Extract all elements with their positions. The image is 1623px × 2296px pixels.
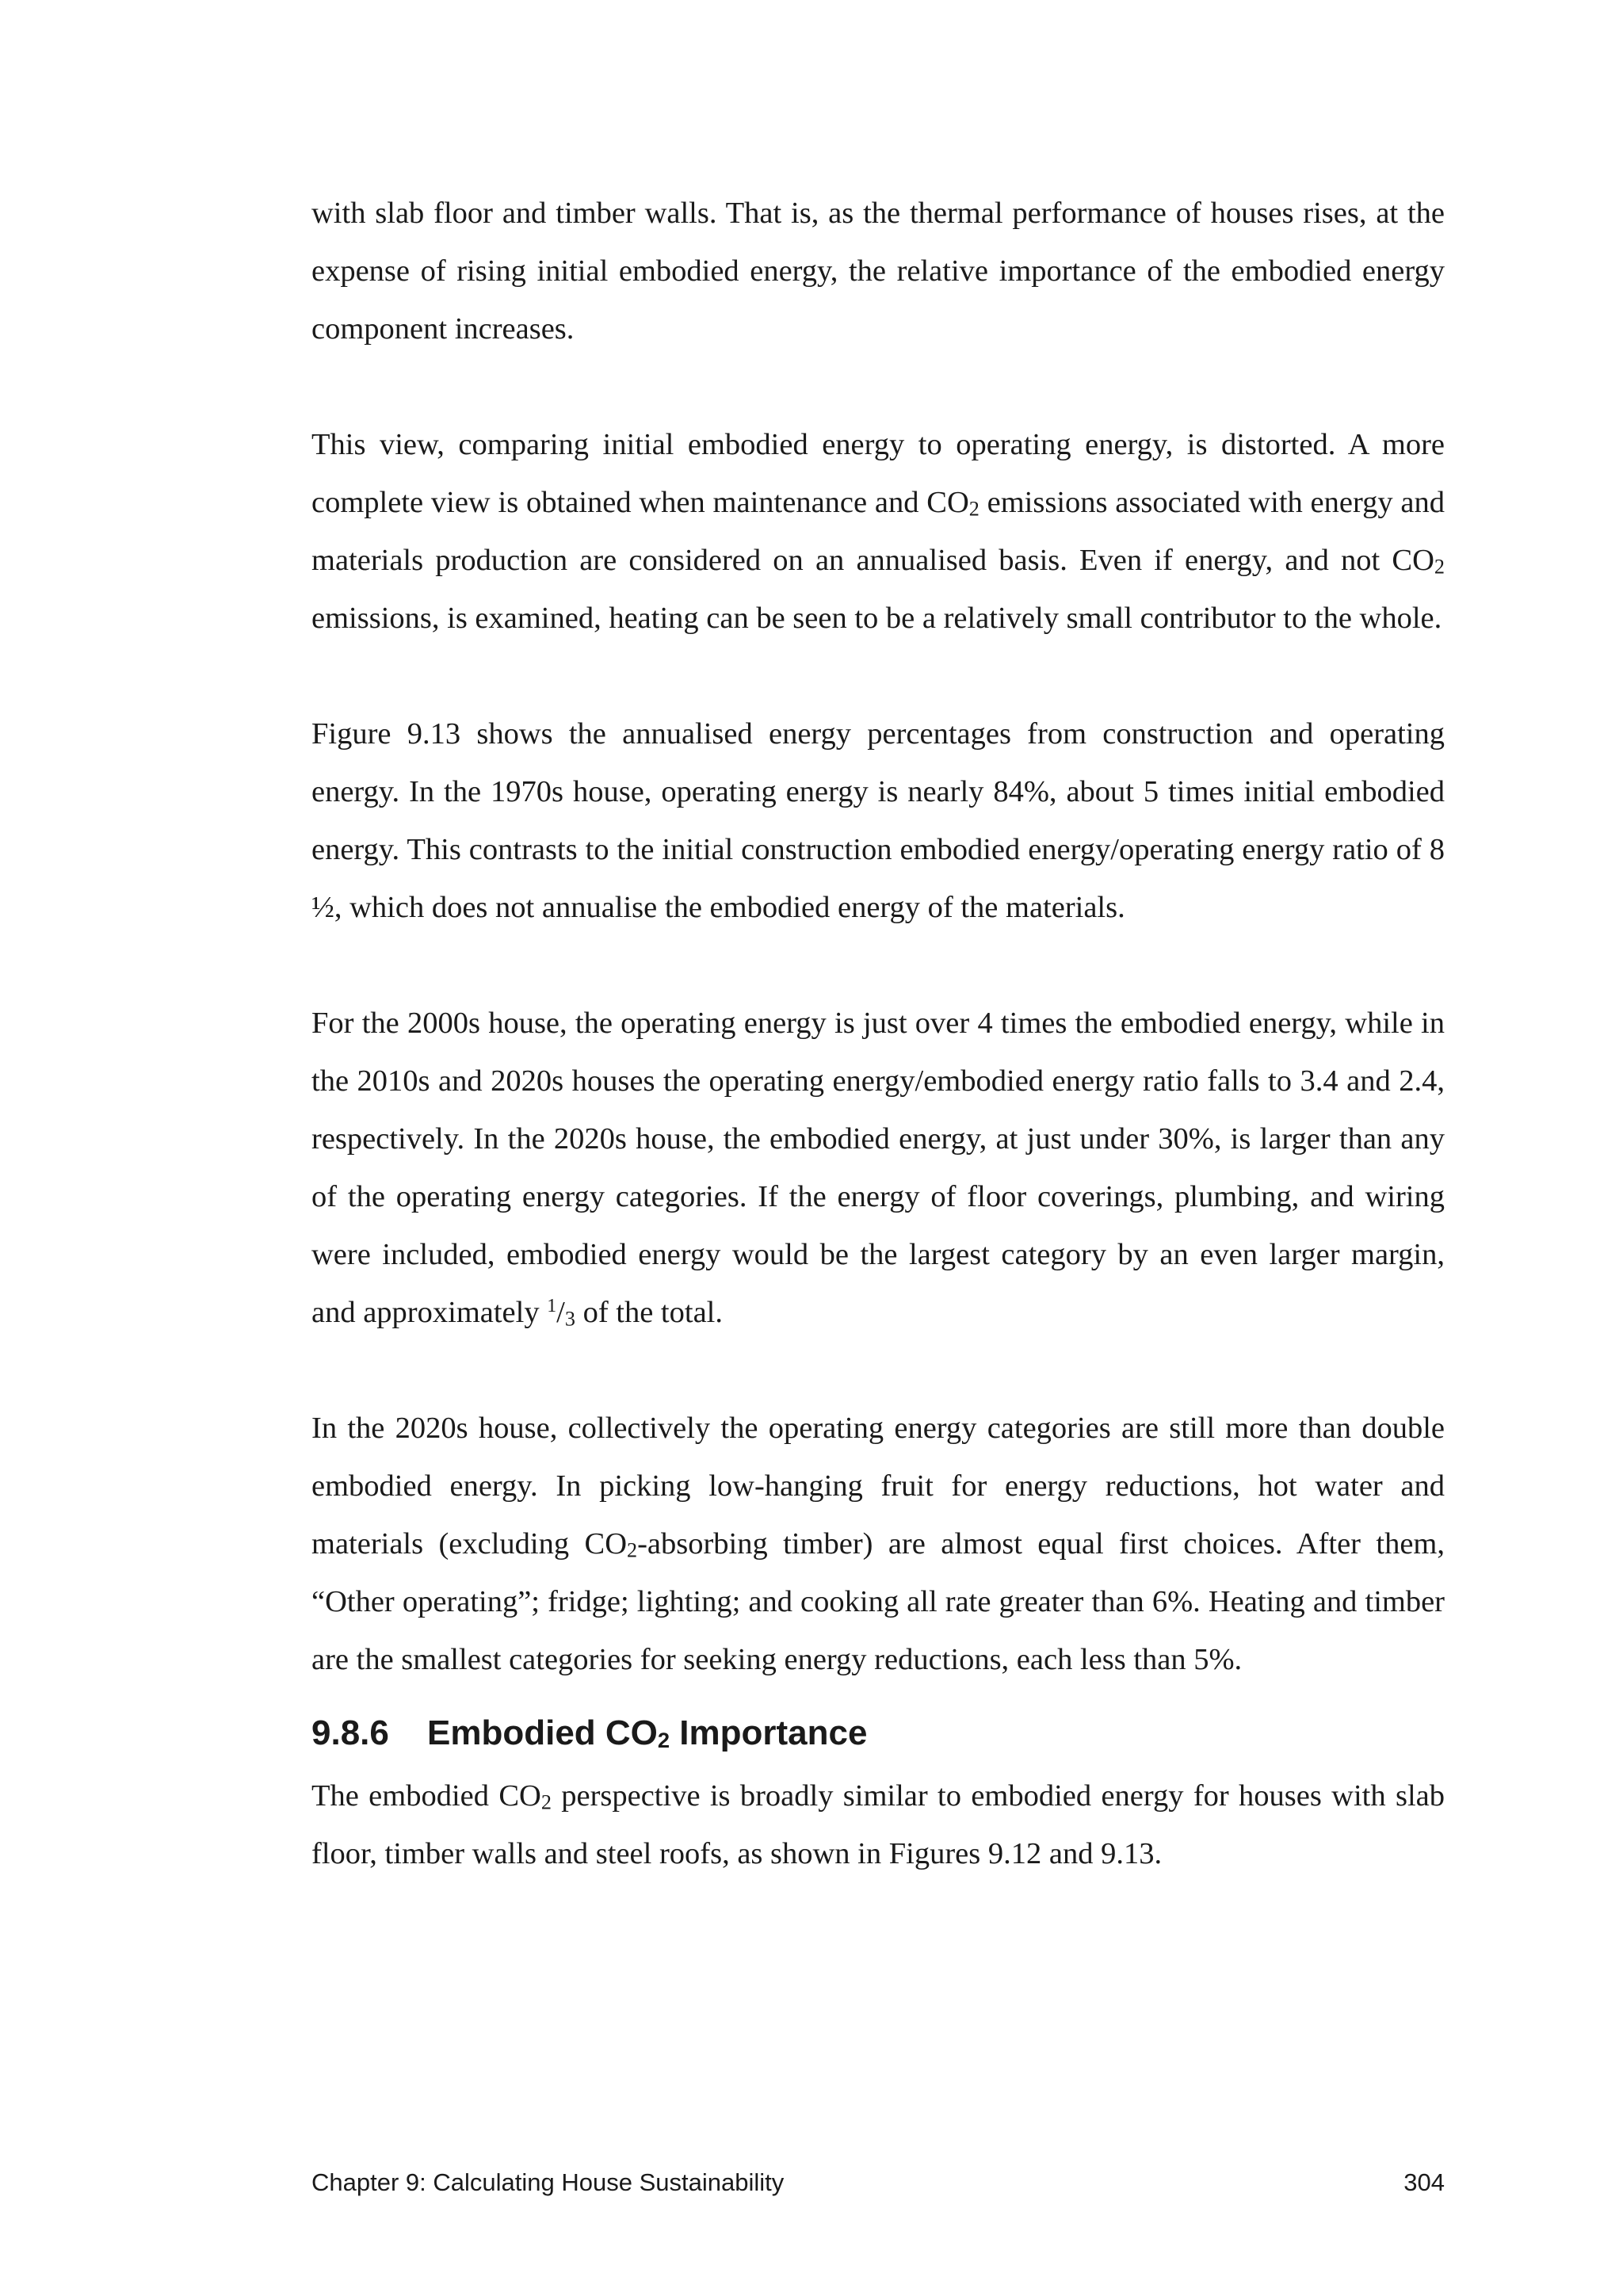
paragraph-5-text-b: -absorbing timber) are almost equal first choices. After them, “Other operating”; fridge; lighting; and cooking all rate greater than 6%. Heating and timber are the smallest categories for seeking energy reductions, each less than 5%. — [311, 1527, 1445, 1676]
paragraph-2-text-b: emissions associated with energy and materials production are considered on an annualised basis. Even if energy, and not CO — [311, 486, 1445, 577]
paragraph-4-text-b: of the total. — [575, 1296, 723, 1329]
paragraph-6-text-b: perspective is broadly similar to embodied energy for houses with slab floor, timber walls and steel roofs, as shown in Figures 9.12 and 9.13. — [311, 1779, 1445, 1870]
paragraph-2-text-c: emissions, is examined, heating can be seen to be a relatively small contributor to the whole. — [311, 602, 1442, 635]
co2-subscript: 2 — [1434, 555, 1445, 579]
paragraph-3 — [311, 705, 1445, 937]
fraction-denominator: 3 — [564, 1307, 575, 1331]
fraction-numerator: 1 — [547, 1295, 557, 1316]
co2-subscript: 2 — [540, 1790, 552, 1814]
paragraph-1 — [311, 185, 1445, 358]
paragraph-2 — [311, 416, 1445, 648]
section-title-subscript: 2 — [657, 1728, 670, 1753]
section-title: Embodied CO — [427, 1713, 658, 1752]
footer-chapter-title: Chapter 9: Calculating House Sustainability — [311, 2168, 785, 2196]
section-number: 9.8.6 — [311, 1713, 389, 1752]
paragraph-6 — [311, 1767, 1445, 1883]
body-text — [311, 185, 1445, 1883]
footer-page-number: 304 — [1403, 2168, 1445, 2196]
paragraph-4 — [311, 995, 1445, 1342]
paragraph-3-text: Figure 9.13 shows the annualised energy percentages from construction and operating energy. In the 1970s house, operating energy is nearly 84%, about 5 times initial embodied energy. This contrasts to the initial construction embodied energy/operating energy ratio of 8 ½, which does not annualise the embodied energy of the materials. — [311, 717, 1445, 924]
page-footer — [311, 2168, 1445, 2197]
paragraph-2-text-a: This view, comparing initial embodied energy to operating energy, is distorted. A more complete view is obtained when maintenance and CO — [311, 428, 1445, 519]
fraction-slash: / — [556, 1296, 565, 1329]
paragraph-5 — [311, 1400, 1445, 1689]
section-title-end: Importance — [670, 1713, 868, 1752]
paragraph-6-text-a: The embodied CO — [311, 1779, 541, 1813]
paragraph-4-text-a: For the 2000s house, the operating energy is just over 4 times the embodied energy, while in the 2010s and 2020s houses the operating energy/embodied energy ratio falls to 3.4 and 2.4, respectively. In the 2020s house, the embodied energy, at just under 30%, is larger than any of the operating energy categories. If the energy of floor coverings, plumbing, and wiring were included, embodied energy would be the largest category by an even larger margin, and approximately — [311, 1007, 1445, 1329]
co2-subscript: 2 — [968, 497, 980, 521]
section-heading — [311, 1689, 1445, 1767]
paragraph-5-text-a: In the 2020s house, collectively the operating energy categories are still more than double embodied energy. In picking low-hanging fruit for energy reductions, hot water and materials (excluding CO — [311, 1412, 1445, 1561]
paragraph-1-text: with slab floor and timber walls. That is, as the thermal performance of houses rises, at the expense of rising initial embodied energy, the relative importance of the embodied energy component increases. — [311, 197, 1445, 346]
co2-subscript: 2 — [627, 1538, 638, 1562]
